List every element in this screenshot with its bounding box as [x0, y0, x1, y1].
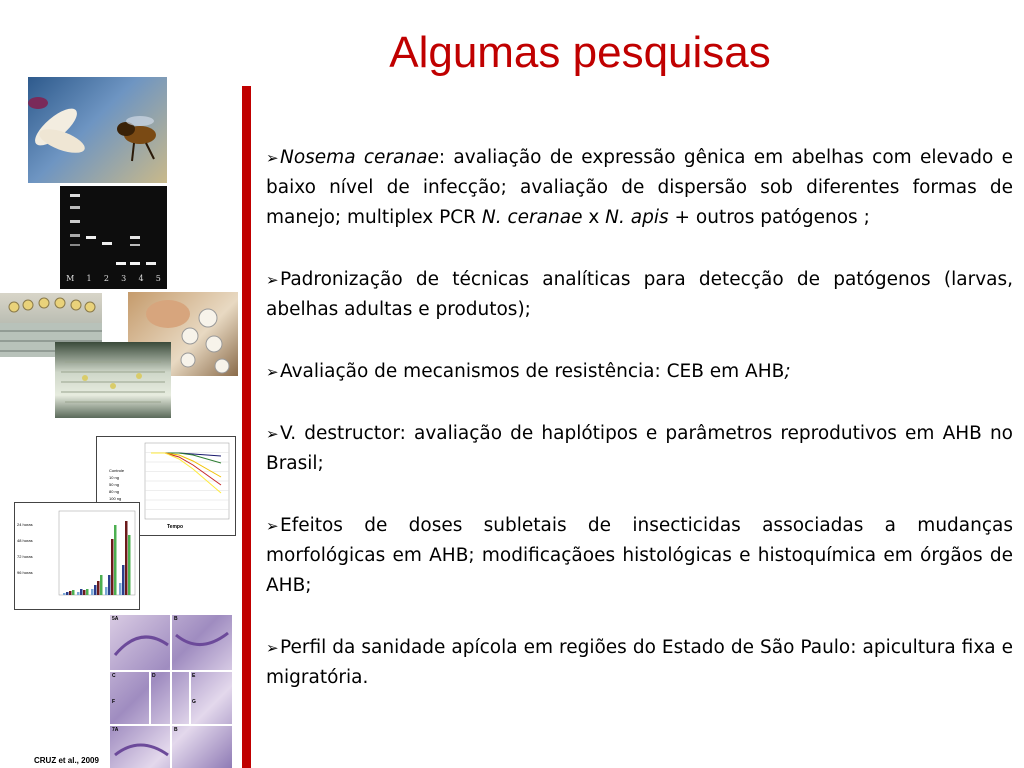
histology-label: F [112, 699, 116, 705]
bullet-item [266, 265, 1013, 325]
bullet-text: Efeitos de doses subletais de insecticidas associadas a mudanças morfológicas em AHB; modificaçãoes histológicas e histoquímica em órgãos de AHB; [266, 515, 1013, 596]
bullet-text: Avaliação de mecanismos de resistência: CEB em AHB [280, 361, 785, 382]
gel-lane-label: 3 [121, 274, 127, 283]
chart-bar [105, 587, 108, 595]
gel-electrophoresis-image [60, 186, 167, 289]
chart-bar [77, 592, 80, 595]
chart-bar [114, 525, 117, 595]
histology-label: 5A [112, 616, 119, 622]
legend-entry: 100 ng [109, 496, 122, 501]
chart-bar [125, 521, 128, 595]
bullet-text: Padronização de técnicas analíticas para detecção de patógenos (larvas, abelhas adultas e produtos); [266, 269, 1013, 320]
bullet-text: Perfil da sanidade apícola em regiões do Estado de São Paulo: apicultura fixa e migratória. [266, 637, 1013, 688]
legend-entry: 48 horas [17, 538, 33, 543]
arrow-bullet-icon: ➢ [266, 363, 279, 381]
bullet-text: N. apis [605, 207, 669, 228]
legend-entry: 50 ng [109, 482, 120, 487]
line-chart-legend [109, 467, 124, 502]
chart-bar [97, 581, 100, 595]
bar-chart-legend [17, 517, 33, 581]
bullet-text: + outros patógenos ; [668, 207, 870, 228]
gel-lane-label: 2 [103, 274, 109, 283]
bullet-text: N. ceranae [481, 207, 583, 228]
bullet-text: : avaliação de expressão gênica em abelhas com elevado e baixo nível de infecção; avaliação de dispersão sob diferentes formas de manejo; multiplex PCR [266, 147, 1013, 228]
chart-bar [63, 593, 66, 595]
chart-bar [72, 590, 75, 595]
histology-label: D [152, 673, 156, 679]
chart-bar [83, 590, 86, 595]
gel-lane-label: 5 [155, 274, 161, 283]
legend-entry: 80 ng [109, 489, 120, 494]
gel-lane-label: 4 [138, 274, 144, 283]
arrow-bullet-icon: ➢ [266, 639, 279, 657]
chart-bar [66, 592, 69, 595]
bullet-text: ; [784, 361, 791, 382]
chart-series-line [151, 453, 221, 493]
chart-bar [100, 575, 103, 595]
arrow-bullet-icon: ➢ [266, 517, 279, 535]
chart-bar [80, 589, 83, 595]
arrow-bullet-icon: ➢ [266, 271, 279, 289]
histology-label: B [174, 727, 178, 733]
bullet-item [266, 143, 1013, 233]
bee-photo [28, 77, 167, 183]
image-credit: CRUZ et al., 2009 [34, 756, 99, 765]
chart-bar [86, 589, 89, 595]
gel-lane-label: M [66, 274, 75, 283]
legend-entry: Controle [109, 468, 125, 473]
histology-panel-image [110, 615, 232, 768]
bullet-text: x [582, 207, 606, 228]
bullet-text: Nosema ceranae [280, 147, 439, 168]
chart-bar [119, 583, 122, 595]
gel-lane-label: 1 [86, 274, 92, 283]
line-chart-xlabel: Tempo [167, 524, 184, 530]
vertical-divider [242, 86, 251, 768]
page-title: Algumas pesquisas [389, 28, 771, 77]
histology-label: E [192, 673, 196, 679]
legend-entry: 10 ng [109, 475, 120, 480]
comb-cage-photo [55, 342, 171, 418]
chart-bar [122, 565, 125, 595]
chart-bar [108, 575, 111, 595]
chart-bar [69, 591, 72, 595]
legend-entry: 72 horas [17, 554, 33, 559]
bullet-list [266, 143, 1013, 725]
bullet-item [266, 633, 1013, 693]
histology-label: C [112, 673, 116, 679]
bullet-item [266, 419, 1013, 479]
chart-bar [128, 535, 131, 595]
legend-entry: 96 horas [17, 570, 33, 575]
arrow-bullet-icon: ➢ [266, 425, 279, 443]
bullet-item [266, 511, 1013, 601]
chart-bar [94, 585, 97, 595]
bullet-item [266, 357, 1013, 387]
histology-label: 7A [112, 727, 119, 733]
legend-entry: 24 horas [17, 522, 33, 527]
histology-label: G [192, 699, 196, 705]
histology-label: B [174, 616, 178, 622]
bullet-text: V. destructor: avaliação de haplótipos e parâmetros reprodutivos em AHB no Brasil; [266, 423, 1013, 474]
chart-series-line [151, 453, 221, 477]
chart-bar [111, 539, 114, 595]
arrow-bullet-icon: ➢ [266, 149, 279, 167]
mortality-bar-chart-image [14, 502, 140, 610]
chart-bar [91, 589, 94, 595]
